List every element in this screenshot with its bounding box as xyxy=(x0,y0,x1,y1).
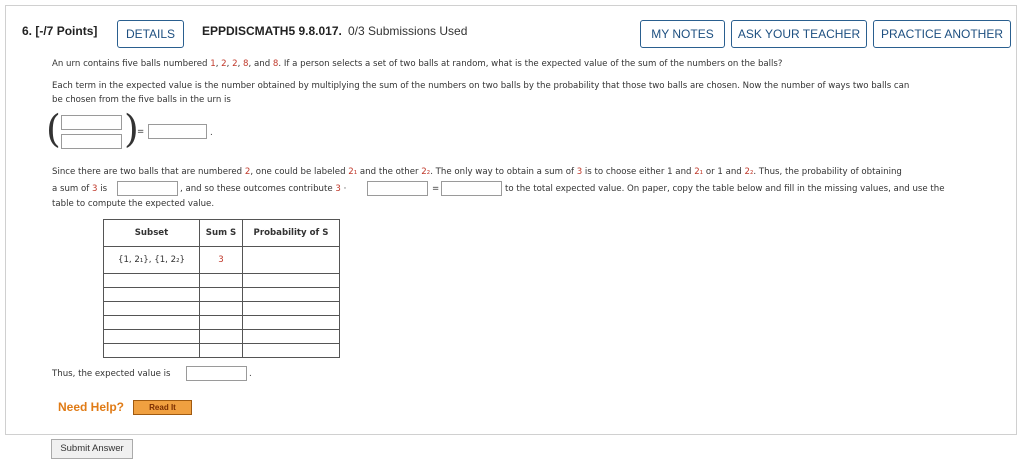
table-cell-subset: {1, 2₁}, {1, 2₂} xyxy=(104,247,200,274)
expected-value-table xyxy=(103,219,340,358)
period: . xyxy=(249,369,252,379)
contribution-result-input[interactable] xyxy=(441,181,502,196)
table-row xyxy=(104,302,340,316)
contribution-factor-input[interactable] xyxy=(367,181,428,196)
left-paren: ( xyxy=(46,107,61,151)
right-paren: ) xyxy=(124,107,139,151)
practice-another-button[interactable]: PRACTICE ANOTHER xyxy=(873,20,1011,48)
need-help-label: Need Help? xyxy=(58,400,125,414)
table-cell-probability xyxy=(243,247,340,274)
ways-input[interactable] xyxy=(148,124,207,139)
table-header-row xyxy=(104,220,340,247)
equals-sign: = xyxy=(432,184,440,194)
table-row xyxy=(104,344,340,358)
explanation-line: , and so these outcomes contribute 3 · xyxy=(180,184,347,194)
explanation-line: Since there are two balls that are numbered 2, one could be labeled 2₁ and the other 2₂. The only way to obtain a sum of 3 is to choose either 1 and 2₁ or 1 and 2₂. Thus, the probability of obtaining xyxy=(52,167,902,177)
my-notes-button[interactable]: MY NOTES xyxy=(640,20,725,48)
probability-input[interactable] xyxy=(117,181,178,196)
explanation-line: Each term in the expected value is the number obtained by multiplying the sum of the numbers on two balls by the probability that those two balls are chosen. Now the number of ways two balls can xyxy=(52,81,910,91)
question-header xyxy=(6,6,1016,56)
ask-teacher-button[interactable]: ASK YOUR TEACHER xyxy=(731,20,867,48)
header-subset: Subset xyxy=(104,220,200,247)
expected-value-input[interactable] xyxy=(186,366,247,381)
read-it-button[interactable]: Read It xyxy=(133,400,192,415)
table-row xyxy=(104,330,340,344)
table-cell-sum: 3 xyxy=(200,247,243,274)
details-button[interactable]: DETAILS xyxy=(117,20,184,48)
explanation-line: a sum of 3 is xyxy=(52,184,108,194)
header-probability: Probability of S xyxy=(243,220,340,247)
period: . xyxy=(210,128,213,138)
explanation-line: to the total expected value. On paper, copy the table below and fill in the missing values, and use the xyxy=(505,184,945,194)
assignment-code: EPPDISCMATH5 9.8.017. xyxy=(202,24,342,38)
equals-sign: = xyxy=(137,127,145,137)
table-row xyxy=(104,288,340,302)
explanation-line: table to compute the expected value. xyxy=(52,199,215,209)
table-row xyxy=(104,247,340,274)
submissions-used: 0/3 Submissions Used xyxy=(348,24,468,38)
header-sum: Sum S xyxy=(200,220,243,247)
question-number: 6. [-/7 Points] xyxy=(22,24,98,38)
expected-value-label: Thus, the expected value is xyxy=(52,369,171,379)
binomial-top-input[interactable] xyxy=(61,115,122,130)
table-row xyxy=(104,316,340,330)
binomial-bottom-input[interactable] xyxy=(61,134,122,149)
submit-answer-button[interactable]: Submit Answer xyxy=(51,439,133,459)
explanation-line: be chosen from the five balls in the urn is xyxy=(52,95,231,105)
problem-statement: An urn contains five balls numbered 1, 2, 2, 8, and 8. If a person selects a set of two balls at random, what is the expected value of the sum of the numbers on the balls? xyxy=(52,59,783,69)
table-row xyxy=(104,274,340,288)
